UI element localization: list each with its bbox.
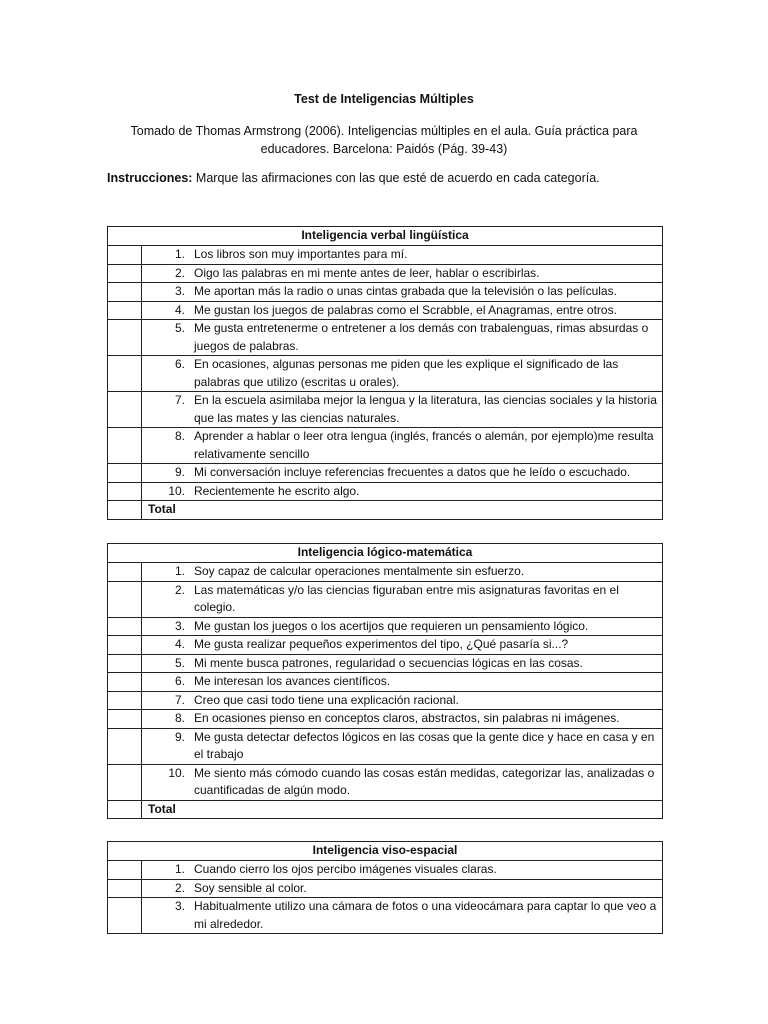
section-viso-espacial — [107, 841, 663, 934]
total-row — [108, 501, 663, 520]
statement-text: En ocasiones, algunas personas me piden que les explique el significado de las palabras que utilizo (escritas u orales). — [194, 357, 619, 389]
source-citation: Tomado de Thomas Armstrong (2006). Inteligencias múltiples en el aula. Guía práctica para educadores. Barcelona: Paidós (Pág. 39-43) — [130, 124, 638, 156]
section-header-row — [108, 544, 663, 563]
mark-cell[interactable] — [108, 356, 142, 392]
statement-number: 5. — [174, 655, 185, 670]
mark-cell[interactable] — [108, 464, 142, 483]
total-label: Total — [148, 502, 176, 516]
statement-number: 2. — [174, 582, 185, 597]
statement-cell — [142, 246, 663, 265]
mark-cell[interactable] — [108, 301, 142, 320]
instructions-label: Instrucciones: — [107, 171, 193, 185]
statement-number: 4. — [174, 637, 185, 651]
statement-cell — [142, 764, 663, 800]
instructions — [107, 170, 687, 186]
statement-number: 7. — [174, 393, 185, 407]
statement-cell — [142, 691, 663, 710]
statement-row — [108, 691, 663, 710]
mark-cell[interactable] — [108, 283, 142, 302]
statement-text: Me interesan los avances científicos. — [194, 674, 391, 688]
statement-text: Me aportan más la radio o unas cintas grabada que la televisión o las películas. — [194, 284, 617, 298]
statement-text: Me siento más cómodo cuando las cosas están medidas, categorizar las, analizadas o cuantificadas de algún modo. — [194, 765, 655, 797]
total-value-cell[interactable] — [142, 501, 663, 520]
mark-cell[interactable] — [108, 392, 142, 428]
mark-cell[interactable] — [108, 654, 142, 673]
statement-number: 9. — [174, 465, 185, 479]
mark-cell[interactable] — [108, 691, 142, 710]
mark-cell[interactable] — [108, 563, 142, 582]
statement-number: 3. — [174, 618, 185, 633]
statement-number: 1. — [174, 247, 185, 261]
statement-cell — [142, 320, 663, 356]
statement-cell — [142, 428, 663, 464]
statement-row — [108, 301, 663, 320]
statement-row — [108, 320, 663, 356]
statement-cell — [142, 356, 663, 392]
statement-cell — [142, 301, 663, 320]
statement-row — [108, 898, 663, 934]
statement-row — [108, 654, 663, 673]
statement-number: 6. — [174, 357, 185, 371]
statement-row — [108, 617, 663, 636]
statement-text: Cuando cierro los ojos percibo imágenes visuales claras. — [194, 862, 497, 876]
statement-number: 1. — [174, 564, 185, 578]
statement-row — [108, 356, 663, 392]
statement-row — [108, 879, 663, 898]
statement-text: Me gusta realizar pequeños experimentos del tipo, ¿Qué pasaría si...? — [194, 637, 569, 651]
instructions-text: Marque las afirmaciones con las que esté de acuerdo en cada categoría. — [192, 171, 600, 185]
mark-cell[interactable] — [108, 861, 142, 880]
statement-cell — [142, 392, 663, 428]
statement-cell — [142, 636, 663, 655]
statement-row — [108, 581, 663, 617]
statement-row — [108, 563, 663, 582]
statement-row — [108, 710, 663, 729]
statement-cell — [142, 563, 663, 582]
statement-number: 2. — [174, 880, 185, 895]
statement-text: Soy sensible al color. — [194, 880, 307, 895]
statement-row — [108, 482, 663, 501]
mark-cell[interactable] — [108, 636, 142, 655]
mark-cell[interactable] — [108, 428, 142, 464]
mark-cell[interactable] — [108, 264, 142, 283]
statement-text: En ocasiones pienso en conceptos claros, abstractos, sin palabras ni imágenes. — [194, 711, 620, 725]
statement-number: 7. — [174, 692, 185, 707]
statement-number: 9. — [174, 729, 185, 744]
statement-text: En la escuela asimilaba mejor la lengua y la literatura, las ciencias sociales y la historia que las mates y las ciencias naturales. — [194, 393, 657, 425]
mark-cell[interactable] — [108, 898, 142, 934]
statement-text: Me gustan los juegos o los acertijos que requieren un pensamiento lógico. — [194, 618, 589, 633]
mark-cell[interactable] — [108, 320, 142, 356]
statement-text: Mi mente busca patrones, regularidad o secuencias lógicas en las cosas. — [194, 655, 583, 670]
total-value-cell[interactable] — [142, 800, 663, 819]
total-mark-cell — [108, 501, 142, 520]
section-logico-matematica — [107, 543, 663, 819]
statement-row — [108, 264, 663, 283]
statement-row — [108, 392, 663, 428]
mark-cell[interactable] — [108, 879, 142, 898]
section-heading: Inteligencia lógico-matemática — [108, 544, 663, 563]
statement-row — [108, 283, 663, 302]
statement-cell — [142, 710, 663, 729]
statement-text: Soy capaz de calcular operaciones mentalmente sin esfuerzo. — [194, 564, 525, 578]
mark-cell[interactable] — [108, 246, 142, 265]
statement-number: 4. — [174, 302, 185, 317]
statement-cell — [142, 673, 663, 692]
statement-row — [108, 636, 663, 655]
statement-number: 3. — [174, 899, 185, 913]
statement-cell — [142, 264, 663, 283]
statement-cell — [142, 898, 663, 934]
statement-cell — [142, 482, 663, 501]
statement-text: Me gusta entretenerme o entretener a los demás con trabalenguas, rimas absurdas o juegos de palabras. — [194, 321, 649, 353]
total-label: Total — [148, 801, 176, 816]
statement-number: 3. — [174, 284, 185, 298]
statement-cell — [142, 617, 663, 636]
statement-cell — [142, 464, 663, 483]
mark-cell[interactable] — [108, 764, 142, 800]
statement-text: Me gusta detectar defectos lógicos en las cosas que la gente dice y hace en casa y en el trabajo — [194, 729, 655, 761]
mark-cell[interactable] — [108, 710, 142, 729]
statement-text: Los libros son muy importantes para mí. — [194, 247, 408, 261]
mark-cell[interactable] — [108, 728, 142, 764]
statement-text: Oigo las palabras en mi mente antes de leer, hablar o escribirlas. — [194, 265, 540, 280]
section-verbal-linguistica — [107, 226, 663, 520]
statement-row — [108, 861, 663, 880]
statement-text: Me gustan los juegos de palabras como el Scrabble, el Anagramas, entre otros. — [194, 302, 617, 317]
document-title: Test de Inteligencias Múltiples — [294, 92, 474, 106]
statement-number: 6. — [174, 674, 185, 688]
statement-cell — [142, 581, 663, 617]
mark-cell[interactable] — [108, 617, 142, 636]
statement-row — [108, 728, 663, 764]
total-mark-cell — [108, 800, 142, 819]
statement-number: 10. — [168, 765, 185, 780]
statement-number: 8. — [174, 429, 185, 443]
statement-text: Recientemente he escrito algo. — [194, 483, 360, 498]
mark-cell[interactable] — [108, 482, 142, 501]
statement-number: 8. — [174, 711, 185, 725]
statement-row — [108, 673, 663, 692]
statement-number: 5. — [174, 321, 185, 335]
statement-cell — [142, 879, 663, 898]
statement-cell — [142, 654, 663, 673]
statement-text: Creo que casi todo tiene una explicación racional. — [194, 692, 459, 707]
statement-number: 2. — [174, 265, 185, 280]
section-heading: Inteligencia verbal lingüística — [108, 227, 663, 246]
section-header-row — [108, 227, 663, 246]
statement-cell — [142, 283, 663, 302]
statement-row — [108, 764, 663, 800]
section-header-row — [108, 842, 663, 861]
statement-text: Aprender a hablar o leer otra lengua (inglés, francés o alemán, por ejemplo)me resulta relativamente sencillo — [194, 429, 654, 461]
statement-row — [108, 464, 663, 483]
statement-row — [108, 246, 663, 265]
total-row — [108, 800, 663, 819]
statement-text: Mi conversación incluye referencias frecuentes a datos que he leído o escuchado. — [194, 465, 631, 479]
section-heading: Inteligencia viso-espacial — [108, 842, 663, 861]
statement-cell — [142, 728, 663, 764]
statement-text: Las matemáticas y/o las ciencias figuraban entre mis asignaturas favoritas en el colegio. — [194, 582, 619, 614]
mark-cell[interactable] — [108, 673, 142, 692]
statement-text: Habitualmente utilizo una cámara de fotos o una videocámara para captar lo que veo a mi alrededor. — [194, 899, 657, 931]
statement-number: 10. — [168, 483, 185, 498]
statement-cell — [142, 861, 663, 880]
statement-row — [108, 428, 663, 464]
statement-number: 1. — [174, 862, 185, 876]
mark-cell[interactable] — [108, 581, 142, 617]
